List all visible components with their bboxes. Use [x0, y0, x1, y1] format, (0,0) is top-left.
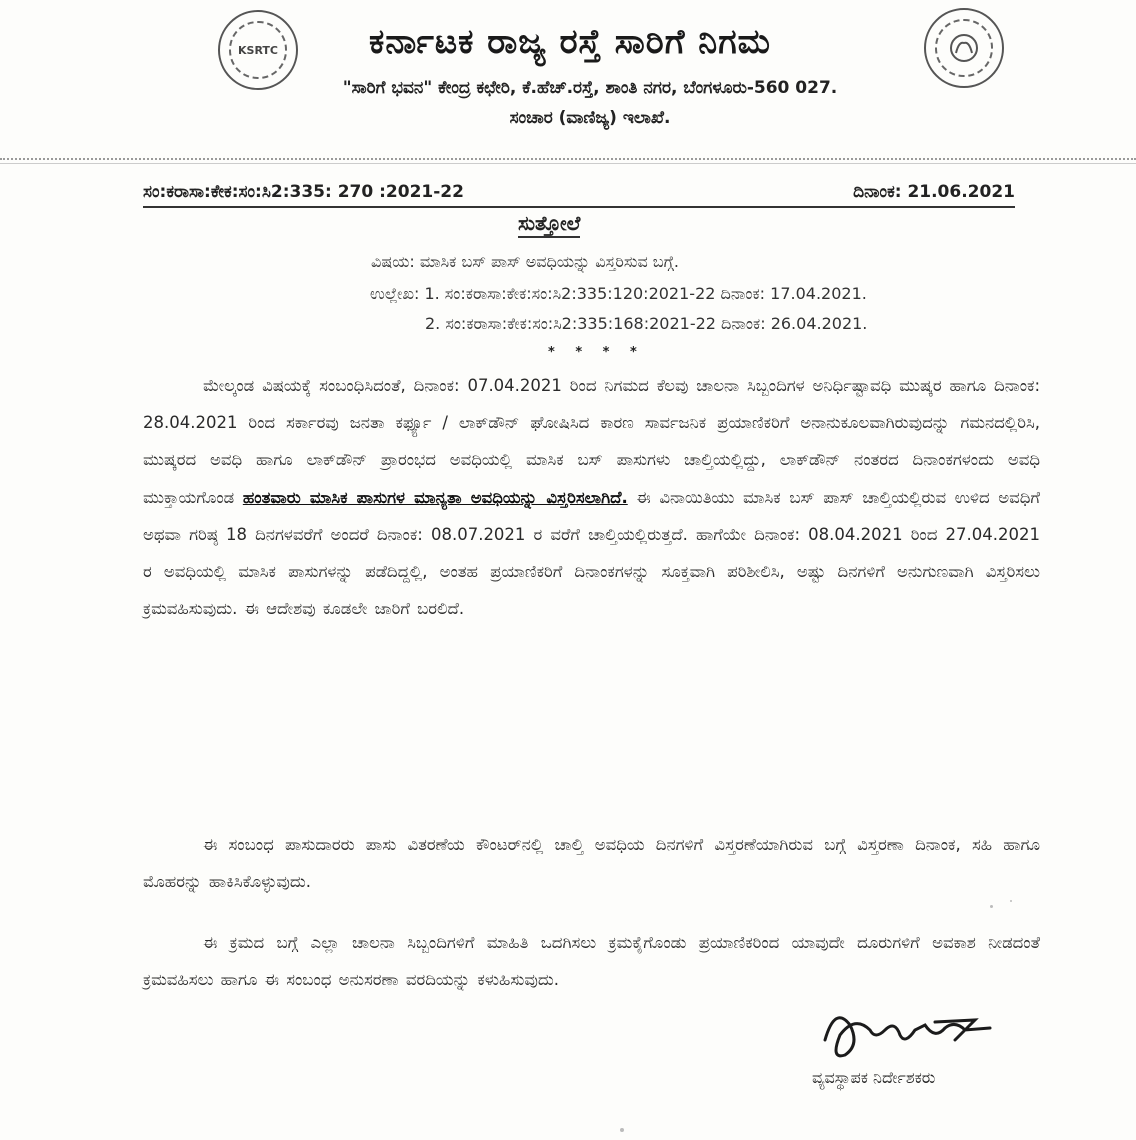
body-paragraph-2-text: ಈ ಸಂಬಂಧ ಪಾಸುದಾರರು ಪಾಸು ವಿತರಣೆಯ ಕೌಂಟರ್‌ನಲ್ಲಿ ಚಾಲ್ತಿ ಅವಧಿಯ ದಿನಗಳಿಗೆ ವಿಸ್ತರಣೆಯಾಗಿರುವ ಬಗ್ಗೆ ವಿಸ್ತರಣಾ ದಿನಾಂಕ, ಸಹಿ ಹಾಗೂ ಮೊಹರನ್ನು ಹಾಕಿಸಿಕೊಳ್ಳುವುದು. [143, 835, 1040, 892]
header-divider [0, 158, 1136, 160]
signatory-designation: ವ್ಯವಸ್ಥಾಪಕ ನಿರ್ದೇಶಕರು [812, 1068, 936, 1087]
department-name: ಸಂಚಾರ (ವಾಣಿಜ್ಯ) ಇಲಾಖೆ. [509, 108, 671, 128]
organization-address: "ಸಾರಿಗೆ ಭವನ" ಕೇಂದ್ರ ಕಛೇರಿ, ಕೆ.ಹೆಚ್.ರಸ್ತೆ, ಶಾಂತಿ ನಗರ, ಬೆಂಗಳೂರು-560 027. [342, 78, 838, 98]
organization-title: ಕರ್ನಾಟಕ ರಾಜ್ಯ ರಸ್ತೆ ಸಾರಿಗೆ ನಿಗಮ [369, 22, 771, 62]
scan-speck [990, 905, 993, 908]
body-paragraph-1 [143, 367, 1040, 627]
emblem-icon [935, 19, 992, 76]
scan-speck [1010, 900, 1012, 902]
ksrtc-logo-emblem [229, 21, 286, 78]
signature-mark [815, 1000, 1025, 1070]
body-paragraph-1-start: ಮೇಲ್ಕಂಡ ವಿಷಯಕ್ಕೆ ಸಂಬಂಧಿಸಿದಂತೆ, ದಿನಾಂಕ: 07.04.2021 ರಿಂದ ನಿಗಮದ ಕೆಲವು ಚಾಲನಾ ಸಿಬ್ಬಂದಿಗಳ ಅನಿರ್ಧಿಷ್ಟಾವಧಿ ಮುಷ್ಕರ ಹಾಗೂ ದಿನಾಂಕ: 28.04.2021 ರಿಂದ ಸರ್ಕಾರವು ಜನತಾ ಕರ್ಫ್ಯೂ / ಲಾಕ್‌ಡೌನ್ ಘೋಷಿಸಿದ ಕಾರಣ ಸಾರ್ವಜನಿಕ ಪ್ರಯಾಣಿಕರಿಗೆ ಅನಾನುಕೂಲವಾಗಿರುವುದನ್ನು ಗಮನದಲ್ಲಿರಿಸಿ, ಮುಷ್ಕರದ ಅವಧಿ ಹಾಗೂ ಲಾಕ್‌ಡೌನ್ ಪ್ರಾರಂಭದ ಅವಧಿಯಲ್ಲಿ ಮಾಸಿಕ ಬಸ್ ಪಾಸುಗಳು ಚಾಲ್ತಿಯಲ್ಲಿದ್ದು, ಲಾಕ್‌ಡೌನ್ ನಂತರದ ದಿನಾಂಕಗಳಂದು ಅವಧಿ ಮುಕ್ತಾಯಗೊಂಡ [143, 376, 1040, 507]
reference-item-1: ಉಲ್ಲೇಖ: 1. ಸಂ:ಕರಾಸಾ:ಕೇಕ:ಸಂ:ಸಿ2:335:120:2021-22 ದಿನಾಂಕ: 17.04.2021. [370, 284, 867, 303]
subject-line: ವಿಷಯ: ಮಾಸಿಕ ಬಸ್ ಪಾಸ್ ಅವಧಿಯನ್ನು ವಿಸ್ತರಿಸುವ ಬಗ್ಗೆ. [371, 252, 679, 271]
highlighted-extension-text: ಹಂತವಾರು ಮಾಸಿಕ ಪಾಸುಗಳ ಮಾನ್ಯತಾ ಅವಧಿಯನ್ನು ವಿಸ್ತರಿಸಲಾಗಿದೆ. [242, 487, 628, 507]
scan-speck [620, 1128, 624, 1132]
ksrtc-logo-text: KSRTC [238, 43, 278, 57]
karnataka-emblem-right-logo [924, 8, 1004, 88]
body-paragraph-1-end: ಈ ವಿನಾಯಿತಿಯು ಮಾಸಿಕ ಬಸ್ ಪಾಸ್ ಚಾಲ್ತಿಯಲ್ಲಿರುವ ಉಳಿದ ಅವಧಿಗೆ ಅಥವಾ ಗರಿಷ್ಠ 18 ದಿನಗಳವರೆಗೆ ಅಂದರೆ ದಿನಾಂಕ: 08.07.2021 ರ ವರೆಗೆ ಚಾಲ್ತಿಯಲ್ಲಿರುತ್ತದೆ. ಹಾಗೆಯೇ ದಿನಾಂಕ: 08.04.2021 ರಿಂದ 27.04.2021 ರ ಅವಧಿಯಲ್ಲಿ ಮಾಸಿಕ ಪಾಸುಗಳನ್ನು ಪಡೆದಿದ್ದಲ್ಲಿ, ಅಂತಹ ಪ್ರಯಾಣಿಕರಿಗೆ ದಿನಾಂಕಗಳನ್ನು ಸೂಕ್ತವಾಗಿ ಪರಿಶೀಲಿಸಿ, ಅಷ್ಟು ದಿನಗಳಿಗೆ ಅನುಗುಣವಾಗಿ ವಿಸ್ತರಿಸಲು ಕ್ರಮವಹಿಸುವುದು. ಈ ಆದೇಶವು ಕೂಡಲೇ ಜಾರಿಗೆ ಬರಲಿದೆ. [143, 487, 1040, 619]
reference-date: ದಿನಾಂಕ: 21.06.2021 [853, 182, 1015, 202]
elephant-emblem-icon [947, 31, 981, 65]
separator-stars: * * * * [548, 345, 645, 360]
header-divider-secondary [0, 163, 1136, 164]
body-paragraph-3-text: ಈ ಕ್ರಮದ ಬಗ್ಗೆ ಎಲ್ಲಾ ಚಾಲನಾ ಸಿಬ್ಬಂದಿಗಳಿಗೆ ಮಾಹಿತಿ ಒದಗಿಸಲು ಕ್ರಮಕೈಗೊಂಡು ಪ್ರಯಾಣಿಕರಿಂದ ಯಾವುದೇ ದೂರುಗಳಿಗೆ ಅವಕಾಶ ನೀಡದಂತೆ ಕ್ರಮವಹಿಸಲು ಹಾಗೂ ಈ ಸಂಬಂಧ ಅನುಸರಣಾ ವರದಿಯನ್ನು ಕಳುಹಿಸುವುದು. [143, 933, 1040, 990]
reference-item-2: 2. ಸಂ:ಕರಾಸಾ:ಕೇಕ:ಸಂ:ಸಿ2:335:168:2021-22 ದಿನಾಂಕ: 26.04.2021. [425, 314, 868, 333]
body-paragraph-2 [143, 826, 1040, 900]
circular-title: ಸುತ್ತೋಲೆ [518, 211, 580, 238]
body-paragraph-3 [143, 924, 1040, 998]
reference-line [143, 178, 1015, 208]
reference-number: ಸಂ:ಕರಾಸಾ:ಕೇಕ:ಸಂ:ಸಿ2:335: 270 :2021-22 [143, 182, 464, 202]
